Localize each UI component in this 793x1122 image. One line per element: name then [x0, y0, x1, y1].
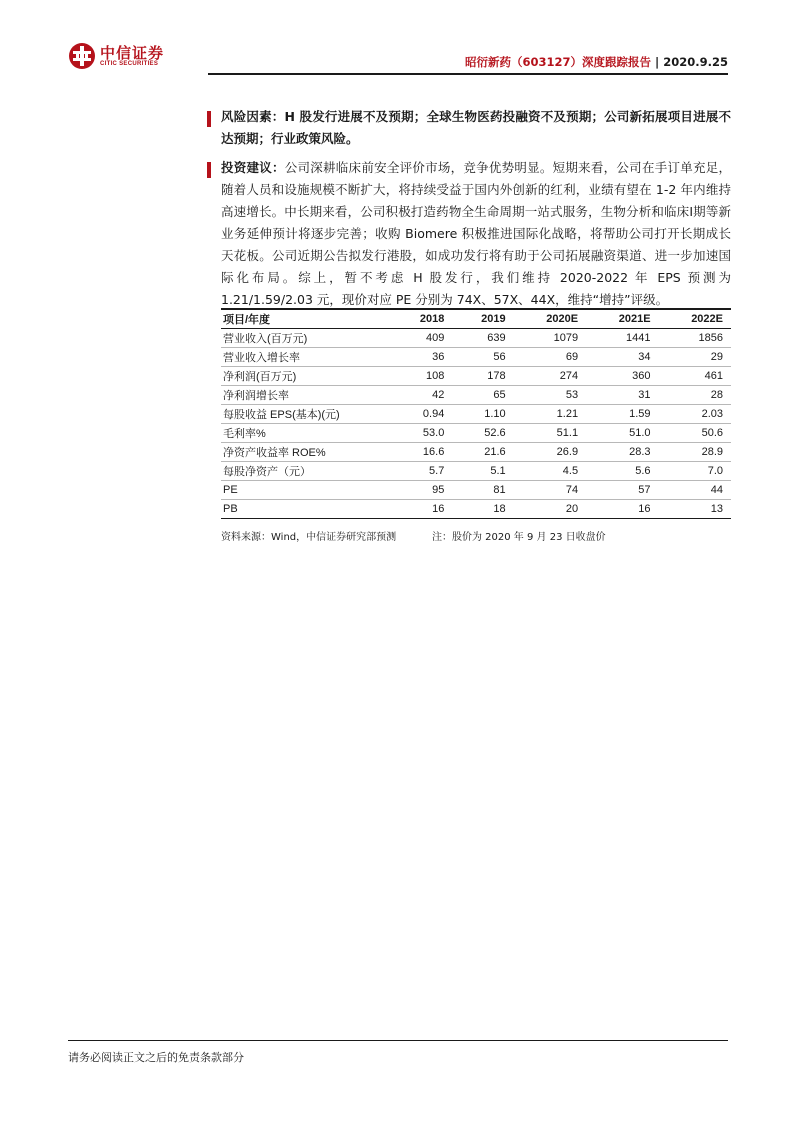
table-row: [221, 500, 731, 519]
value-cell: 44: [659, 481, 731, 500]
value-cell: 65: [452, 386, 513, 405]
table-header-cell: 2018: [391, 309, 452, 329]
row-label-cell: 净利润增长率: [221, 386, 391, 405]
value-cell: 51.1: [514, 424, 586, 443]
value-cell: 52.6: [452, 424, 513, 443]
value-cell: 13: [659, 500, 731, 519]
investment-paragraph: [221, 157, 731, 311]
row-label-cell: 营业收入增长率: [221, 348, 391, 367]
value-cell: 108: [391, 367, 452, 386]
value-cell: 28.3: [586, 443, 658, 462]
value-cell: 56: [452, 348, 513, 367]
risk-paragraph: [221, 106, 731, 150]
value-cell: 74: [514, 481, 586, 500]
row-label-cell: 每股净资产（元）: [221, 462, 391, 481]
row-label-cell: PE: [221, 481, 391, 500]
value-cell: 36: [391, 348, 452, 367]
table-row: [221, 348, 731, 367]
table-row: [221, 481, 731, 500]
risk-text: H 股发行进展不及预期；全球生物医药投融资不及预期；公司新拓展项目进展不达预期；行业政策风险。: [221, 109, 731, 146]
table-header-cell: 2019: [452, 309, 513, 329]
value-cell: 50.6: [659, 424, 731, 443]
value-cell: 16: [391, 500, 452, 519]
value-cell: 69: [514, 348, 586, 367]
value-cell: 51.0: [586, 424, 658, 443]
row-label-cell: PB: [221, 500, 391, 519]
table-header-cell: 2021E: [586, 309, 658, 329]
logo-text-en: CITIC SECURITIES: [100, 61, 159, 67]
row-label-cell: 营业收入(百万元): [221, 329, 391, 348]
value-cell: 5.1: [452, 462, 513, 481]
financial-forecast-table: [221, 308, 731, 519]
row-label-cell: 每股收益 EPS(基本)(元): [221, 405, 391, 424]
table-row: [221, 462, 731, 481]
table-row: [221, 329, 731, 348]
value-cell: 29: [659, 348, 731, 367]
value-cell: 16.6: [391, 443, 452, 462]
investment-bullet-bar: [207, 162, 211, 178]
value-cell: 31: [586, 386, 658, 405]
row-label-cell: 毛利率%: [221, 424, 391, 443]
investment-text: 公司深耕临床前安全评价市场，竞争优势明显。短期来看，公司在手订单充足，随着人员和设施规模不断扩大，将持续受益于国内外创新的红利，业绩有望在 1-2 年内维持高速增长。中长期来看，公司积极打造药物全生命周期一站式服务，生物分析和临床Ⅰ期等新业务延伸预计将逐步完善；收购 Biomere 积极推进国际化战略，将帮助公司打开长期成长天花板。公司近期公告拟发行港股，如成功发行将有助于公司拓展融资渠道、进一步加速国际化布局。综上，暂不考虑 H 股发行，我们维持 2020-2022 年 EPS 预测为 1.21/1.59/2.03 元，现价对应 PE 分别为 74X、57X、44X，维持“增持”评级。: [221, 160, 731, 307]
value-cell: 34: [586, 348, 658, 367]
value-cell: 0.94: [391, 405, 452, 424]
value-cell: 178: [452, 367, 513, 386]
report-title: [465, 54, 728, 70]
citic-logo: [68, 42, 188, 72]
investment-label: 投资建议：: [221, 160, 285, 175]
value-cell: 53: [514, 386, 586, 405]
value-cell: 16: [586, 500, 658, 519]
data-source: 资料来源：Wind，中信证券研究部预测: [221, 532, 397, 543]
value-cell: 360: [586, 367, 658, 386]
value-cell: 20: [514, 500, 586, 519]
value-cell: 1.59: [586, 405, 658, 424]
value-cell: 28.9: [659, 443, 731, 462]
value-cell: 28: [659, 386, 731, 405]
report-date: 2020.9.25: [663, 55, 728, 69]
table-row: [221, 405, 731, 424]
table-header-cell: 项目/年度: [221, 309, 391, 329]
value-cell: 18: [452, 500, 513, 519]
value-cell: 1079: [514, 329, 586, 348]
table-header-cell: 2022E: [659, 309, 731, 329]
value-cell: 639: [452, 329, 513, 348]
table-row: [221, 367, 731, 386]
table-row: [221, 386, 731, 405]
value-cell: 5.6: [586, 462, 658, 481]
table-row: [221, 443, 731, 462]
footer-rule: [68, 1040, 728, 1041]
title-separator: |: [655, 55, 660, 69]
value-cell: 1.10: [452, 405, 513, 424]
risk-label: 风险因素：: [221, 109, 285, 124]
value-cell: 57: [586, 481, 658, 500]
page-header: [68, 38, 728, 76]
table-header-row: [221, 309, 731, 329]
value-cell: 1.21: [514, 405, 586, 424]
value-cell: 21.6: [452, 443, 513, 462]
logo-text-cn: 中信证券: [100, 44, 165, 62]
risk-bullet-bar: [207, 111, 211, 127]
table-header-cell: 2020E: [514, 309, 586, 329]
value-cell: 2.03: [659, 405, 731, 424]
row-label-cell: 净资产收益率 ROE%: [221, 443, 391, 462]
report-name: 昭衍新药（603127）深度跟踪报告: [465, 55, 652, 69]
header-rule: [208, 73, 728, 75]
table-row: [221, 424, 731, 443]
value-cell: 461: [659, 367, 731, 386]
value-cell: 409: [391, 329, 452, 348]
value-cell: 274: [514, 367, 586, 386]
value-cell: 26.9: [514, 443, 586, 462]
value-cell: 1441: [586, 329, 658, 348]
value-cell: 81: [452, 481, 513, 500]
value-cell: 7.0: [659, 462, 731, 481]
value-cell: 1856: [659, 329, 731, 348]
price-note: 注：股价为 2020 年 9 月 23 日收盘价: [432, 532, 606, 543]
value-cell: 42: [391, 386, 452, 405]
disclaimer-footer: 请务必阅读正文之后的免责条款部分: [68, 1051, 244, 1064]
value-cell: 53.0: [391, 424, 452, 443]
citic-logo-icon: [68, 42, 96, 70]
value-cell: 95: [391, 481, 452, 500]
value-cell: 4.5: [514, 462, 586, 481]
row-label-cell: 净利润(百万元): [221, 367, 391, 386]
value-cell: 5.7: [391, 462, 452, 481]
